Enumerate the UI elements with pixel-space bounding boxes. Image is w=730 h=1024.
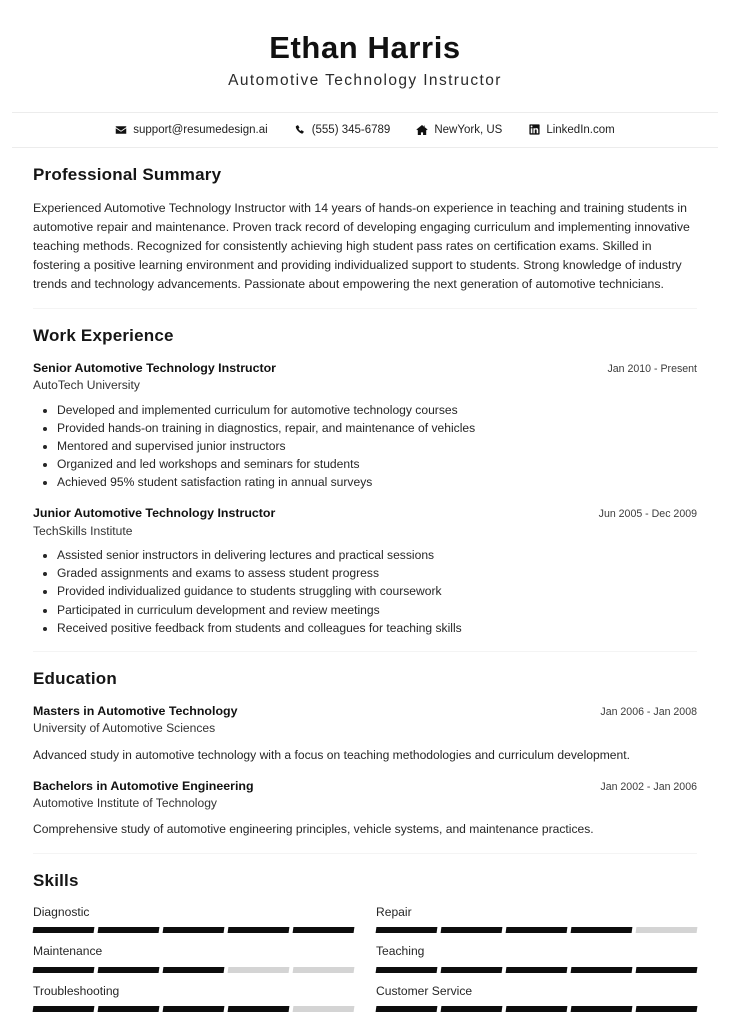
- skill-label: Troubleshooting: [33, 983, 120, 998]
- skill-level-segment: [228, 927, 290, 933]
- education-entry: [33, 778, 697, 839]
- skill-item: [33, 944, 354, 984]
- education-entry-head: [33, 703, 697, 719]
- work-entry: [33, 505, 697, 637]
- contact-label: NewYork, US: [434, 123, 503, 136]
- skill-level-bar: [33, 1006, 354, 1012]
- skill-level-segment: [506, 967, 568, 973]
- skill-level-segment: [228, 967, 290, 973]
- list-item: • Mentored and supervised junior instructors: [57, 438, 697, 455]
- contact-label: support@resumedesign.ai: [133, 123, 268, 136]
- work-entry-organization: TechSkills Institute: [33, 523, 133, 538]
- section-title-work-experience: Work Experience: [33, 325, 174, 345]
- skill-level-segment: [376, 1006, 438, 1012]
- skill-label: Teaching: [376, 944, 425, 958]
- education-entry-date: Jan 2006 - Jan 2008: [600, 705, 697, 718]
- contact-item-phone[interactable]: [294, 124, 391, 136]
- education-list: [33, 703, 697, 839]
- skill-label: Diagnostic: [33, 904, 90, 919]
- work-entry-date: Jun 2005 - Dec 2009: [598, 508, 697, 521]
- skill-level-segment: [441, 1006, 503, 1012]
- skill-level-segment: [293, 1006, 355, 1012]
- section-education: [33, 651, 697, 839]
- skill-level-segment: [636, 967, 698, 973]
- skill-level-segment: [441, 927, 503, 933]
- contact-item-linkedin[interactable]: [528, 124, 614, 136]
- work-entry-organization: AutoTech University: [33, 378, 140, 392]
- skill-label: Repair: [376, 904, 412, 919]
- summary-text: Experienced Automotive Technology Instructor with 14 years of hands-on experience in teaching and training students in automotive repair and maintenance. Proven track record of developing engaging curriculum and implementing innovative teaching methods. Recognized for consistently achieving high student pass rates on certification exams. Skilled in fostering a positive learning environment and providing individualized support to students. Strong knowledge of industry trends and technology advancements. Passionate about empowering the next generation of automotive technicians.: [33, 200, 690, 291]
- section-title-summary: Professional Summary: [33, 164, 222, 184]
- list-item: • Provided hands-on training in diagnostics, repair, and maintenance of vehicles: [57, 420, 697, 437]
- skill-level-segment: [571, 1006, 633, 1012]
- education-entry-degree: Bachelors in Automotive Engineering: [33, 778, 254, 793]
- skill-level-segment: [98, 967, 160, 973]
- resume-body: [0, 148, 730, 1023]
- work-entry-bullets: [33, 402, 697, 492]
- candidate-name: Ethan Harris: [269, 30, 461, 65]
- skill-level-bar: [33, 927, 354, 933]
- skill-level-segment: [571, 927, 633, 933]
- skill-level-segment: [376, 927, 438, 933]
- list-item: • Graded assignments and exams to assess student progress: [57, 565, 697, 582]
- list-item: • Developed and implemented curriculum for automotive technology courses: [57, 402, 697, 419]
- work-entry-role: Junior Automotive Technology Instructor: [33, 506, 276, 521]
- skills-grid: [33, 905, 697, 1024]
- contact-bar: [12, 112, 718, 148]
- resume-header: [0, 0, 730, 104]
- phone-icon: [294, 124, 306, 136]
- section-title-skills: Skills: [33, 870, 79, 890]
- skill-level-segment: [98, 1006, 160, 1012]
- skill-level-segment: [636, 927, 698, 933]
- list-item: • Organized and led workshops and seminars for students: [57, 456, 697, 473]
- contact-label: LinkedIn.com: [546, 123, 615, 136]
- skill-level-segment: [163, 1006, 225, 1012]
- skill-item: [376, 905, 697, 945]
- list-item: • Achieved 95% student satisfaction rating in annual surveys: [57, 474, 697, 491]
- education-entry-description: Comprehensive study of automotive engineering principles, vehicle systems, and maintenance practices.: [33, 822, 594, 837]
- work-entry: [33, 360, 697, 492]
- list-item: • Assisted senior instructors in delivering lectures and practical sessions: [57, 547, 697, 564]
- section-professional-summary: [33, 148, 697, 294]
- work-entry-head: [33, 360, 697, 376]
- skill-item: [33, 905, 354, 945]
- work-entry-date: Jan 2010 - Present: [607, 362, 697, 375]
- skill-level-segment: [293, 967, 355, 973]
- skill-level-segment: [33, 1006, 95, 1012]
- work-experience-list: [33, 360, 697, 637]
- skill-item: [376, 984, 697, 1024]
- skill-level-segment: [163, 967, 225, 973]
- section-title-education: Education: [33, 668, 117, 688]
- skill-label: Maintenance: [33, 944, 103, 958]
- work-entry-bullets: [33, 547, 697, 637]
- skill-level-bar: [33, 967, 354, 973]
- list-item: • Received positive feedback from students and colleagues for teaching skills: [57, 620, 697, 637]
- skill-level-segment: [376, 967, 438, 973]
- list-item: • Participated in curriculum development and review meetings: [57, 602, 697, 619]
- skill-label: Customer Service: [376, 983, 473, 998]
- list-item: • Provided individualized guidance to students struggling with coursework: [57, 583, 697, 600]
- skill-level-bar: [376, 927, 697, 933]
- skill-level-segment: [506, 927, 568, 933]
- education-entry-school: Automotive Institute of Technology: [33, 795, 217, 810]
- skill-level-segment: [636, 1006, 698, 1012]
- contact-label: (555) 345-6789: [311, 123, 391, 136]
- work-entry-role: Senior Automotive Technology Instructor: [33, 360, 277, 375]
- education-entry-degree: Masters in Automotive Technology: [33, 703, 238, 718]
- home-icon: [416, 124, 428, 136]
- skill-level-segment: [293, 927, 355, 933]
- education-entry-head: [33, 778, 697, 794]
- skill-level-segment: [506, 1006, 568, 1012]
- skill-level-segment: [98, 927, 160, 933]
- education-entry-school: University of Automotive Sciences: [33, 721, 216, 736]
- envelope-icon: [115, 124, 127, 136]
- work-entry-head: [33, 505, 697, 521]
- education-entry: [33, 703, 697, 764]
- education-entry-description: Advanced study in automotive technology with a focus on teaching methodologies and curriculum development.: [33, 747, 630, 762]
- candidate-job-title: Automotive Technology Instructor: [228, 71, 502, 89]
- contact-item-envelope[interactable]: [115, 124, 267, 136]
- skill-level-segment: [33, 967, 95, 973]
- contact-item-home[interactable]: [416, 124, 502, 136]
- skill-item: [33, 984, 354, 1024]
- education-entry-date: Jan 2002 - Jan 2006: [600, 780, 697, 793]
- linkedin-icon: [528, 124, 540, 136]
- skill-level-segment: [571, 967, 633, 973]
- skill-level-segment: [441, 967, 503, 973]
- section-work-experience: [33, 308, 697, 637]
- skill-level-bar: [376, 967, 697, 973]
- section-skills: [33, 853, 697, 1024]
- skill-level-segment: [33, 927, 95, 933]
- skill-level-bar: [376, 1006, 697, 1012]
- skill-item: [376, 944, 697, 984]
- skill-level-segment: [163, 927, 225, 933]
- skill-level-segment: [228, 1006, 290, 1012]
